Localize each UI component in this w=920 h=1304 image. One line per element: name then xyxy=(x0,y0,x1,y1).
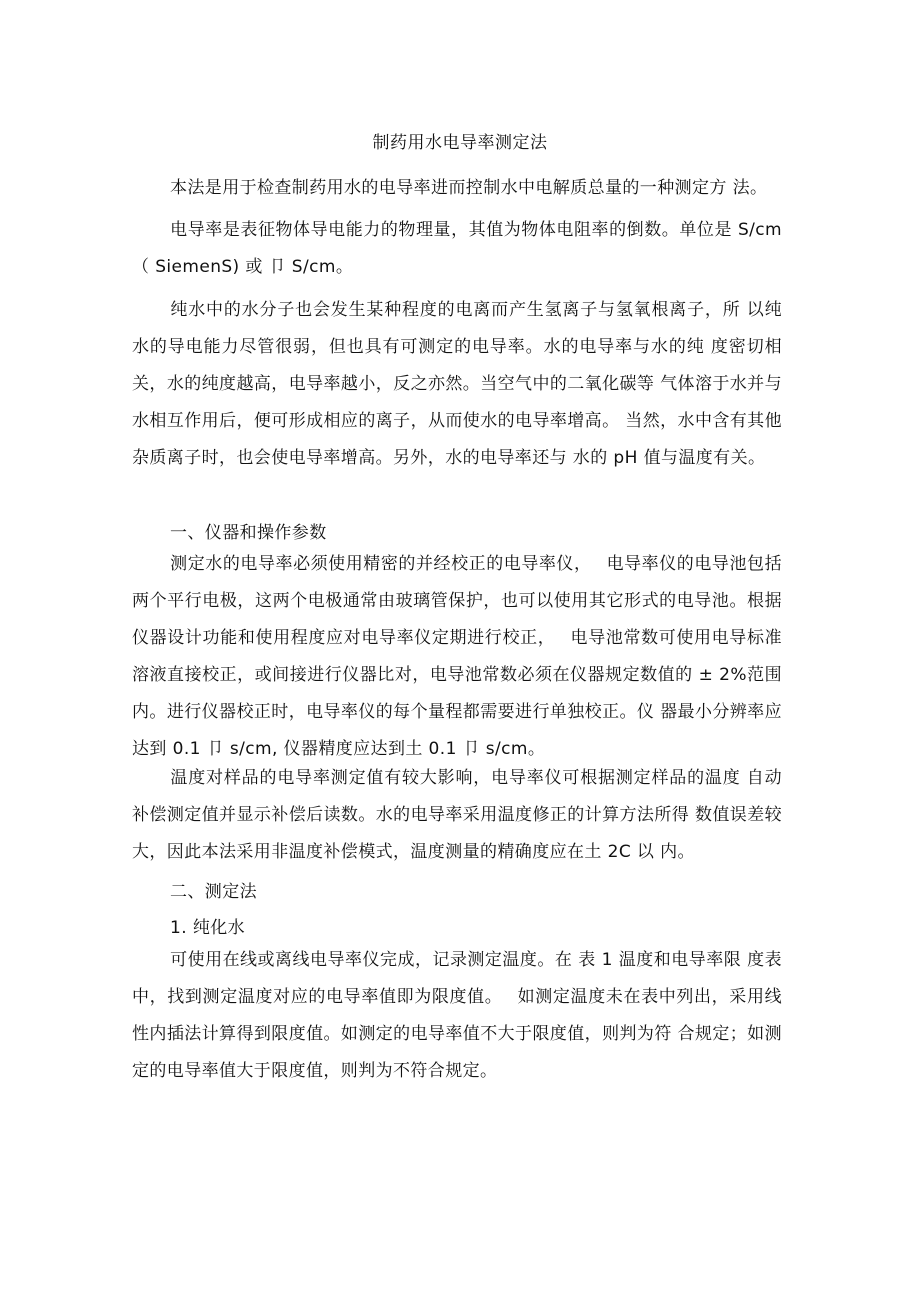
section2-heading: 二、测定法 xyxy=(170,882,257,902)
section1-paragraph-2 xyxy=(132,760,782,871)
intro-text: 本法是用于检查制药用水的电导率进而控制水中电解质总量的一种测定方 法。 xyxy=(170,178,768,198)
subsection1-text: 可使用在线或离线电导率仪完成，记录测定温度。在 表 1 温度和电导率限 度表中，找到测定温度对应的电导率值即为限度值。 如测定温度未在表中列出，采用线性内插法计算得到限度值。如测定的电导率值不大于限度值，则判为符 合规定；如测定的电导率值大于限度值，则判为不符合规定。 xyxy=(132,950,782,1081)
subsection1-heading: 1. 纯化水 xyxy=(170,918,246,938)
section1-text-1: 测定水的电导率必须使用精密的并经校正的电导率仪， 电导率仪的电导池包括两个平行电极，这两个电极通常由玻璃管保护，也可以使用其它形式的电导池。根据仪器设计功能和使用程度应对电导率仪定期进行校正， 电导池常数可使用电导标准溶液直接校正，或间接进行仪器比对，电导池常数必须在仪器规定数值的 ± 2%范围内。进行仪器校正时，电导率仪的每个量程都需要进行单独校正。仪 器最小分辨率应达到 0.1 卩 s/cm, 仪器精度应达到土 0.1 卩 s/cm。 xyxy=(132,554,782,759)
pure-water-text: 纯水中的水分子也会发生某种程度的电离而产生氢离子与氢氧根离子，所 以纯水的导电能力尽管很弱，但也具有可测定的电导率。水的电导率与水的纯 度密切相关，水的纯度越高，电导率越小，反之亦然。当空气中的二氧化碳等 气体溶于水并与水相互作用后，便可形成相应的离子，从而使水的电导率增高。 当然，水中含有其他杂质离子时，也会使电导率增高。另外，水的电导率还与 水的 pH 值与温度有关。 xyxy=(132,300,782,468)
definition-text: 电导率是表征物体导电能力的物理量，其值为物体电阻率的倒数。单位是 S/cm （ SiemenS) 或 卩 S/cm。 xyxy=(132,220,782,277)
section1-heading: 一、仪器和操作参数 xyxy=(170,523,327,543)
section1-text-2: 温度对样品的电导率测定值有较大影响，电导率仪可根据测定样品的温度 自动补偿测定值并显示补偿后读数。水的电导率采用温度修正的计算方法所得 数值误差较大，因此本法采用非温度补偿模式，温度测量的精确度应在土 2C 以 内。 xyxy=(132,768,782,862)
document-title: 制药用水电导率测定法 xyxy=(372,133,548,153)
subsection1-paragraph xyxy=(132,942,782,1090)
intro-paragraph xyxy=(132,170,782,207)
definition-paragraph xyxy=(132,212,782,286)
pure-water-paragraph xyxy=(132,292,782,477)
section1-paragraph-1 xyxy=(132,546,782,768)
